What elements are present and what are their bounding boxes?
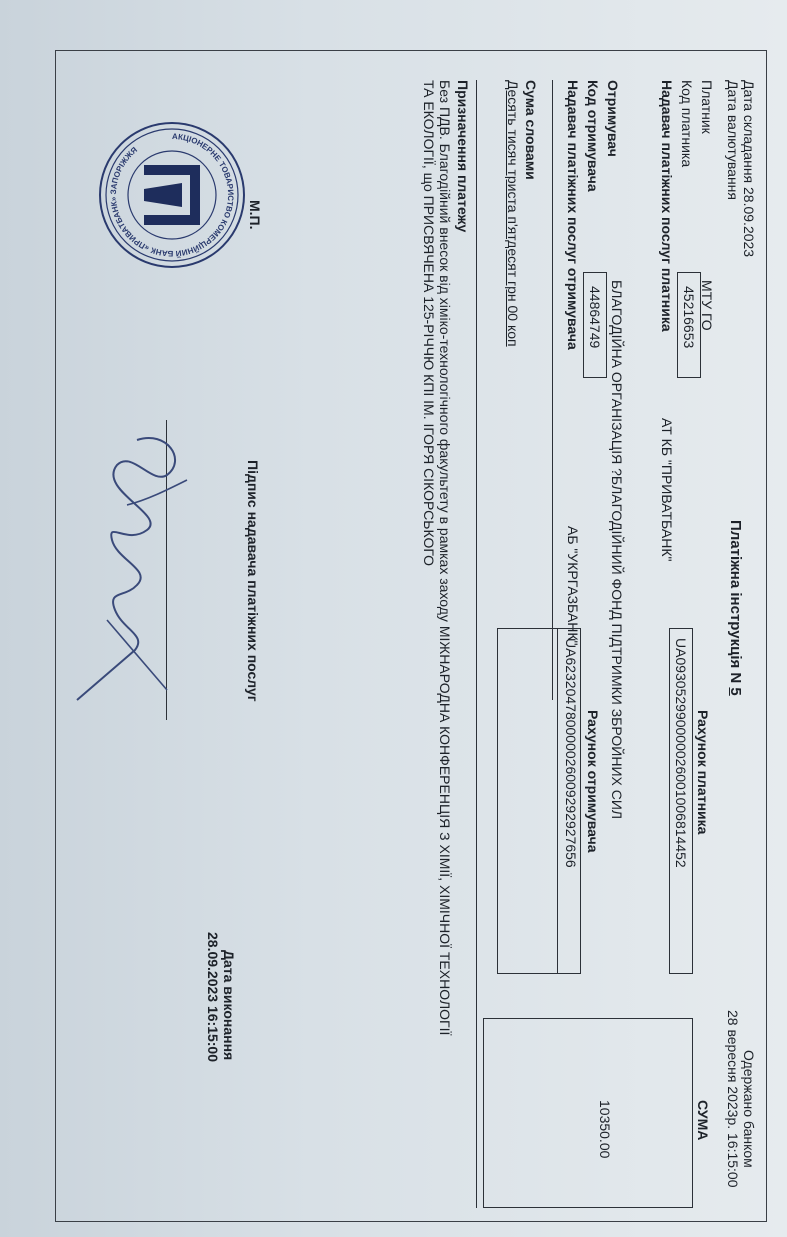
purpose-line1: Без ПДВ. Благодійний внесок від хіміко-технологічного факультету в рамках заходу МІЖНАРОДНА КОНФЕРЕНЦІЯ З ХІМІЇ, ХІМІЧНОЇ ТЕХНОЛОГІЇ [437, 80, 453, 1036]
page-title: Платіжна інструкція N 5 [727, 520, 744, 696]
recipient-extra-box [497, 628, 557, 974]
purpose-label: Призначення платежу [455, 80, 471, 233]
payment-instruction [55, 50, 767, 1222]
recipient-provider: АБ "УКРГАЗБАНК" [565, 526, 581, 646]
amount-value: 10350.00 [597, 1100, 613, 1159]
recipient-account: UA623204780000026009292927656 [563, 638, 579, 868]
payer-label: Платник [699, 80, 715, 134]
payer-provider-label: Надавач платіжних послуг платника [659, 80, 675, 332]
exec-date-label: Дата виконання [221, 950, 237, 1061]
received-date: 28 вересня 2023р. 16:15:00 [725, 1010, 741, 1188]
signature-label: Підпис надавача платіжних послуг [245, 460, 261, 702]
divider [552, 80, 553, 700]
payer-account: UA093052990000026001006814452 [673, 638, 689, 868]
recipient-code-label: Код отримувача [585, 80, 601, 192]
instruction-number: 5 [727, 687, 744, 696]
recipient-provider-label: Надавач платіжних послуг отримувача [565, 80, 581, 350]
svg-text:АКЦІОНЕРНЕ ТОВАРИСТВО КОМЕРЦІЙ: АКЦІОНЕРНЕ ТОВАРИСТВО КОМЕРЦІЙНИЙ БАНК «ПРИВАТБАНК» ЗАПОРІЖЖЯ [108, 131, 236, 259]
payer-account-label: Рахунок платника [695, 710, 711, 835]
purpose-line2: ТА ЕКОЛОГІЇ, що ПРИСВЯЧЕНА 125-РІЧЧЮ КПІ ІМ. ІГОРЯ СІКОРСЬКОГО [421, 80, 437, 567]
received-label: Одержано банком [741, 1050, 757, 1168]
date-created: Дата складання 28.09.2023 [741, 80, 757, 258]
handwritten-signature [67, 420, 207, 710]
amount-label: СУМА [695, 1100, 711, 1141]
words-label: Сума словами [523, 80, 539, 180]
divider [476, 80, 477, 1208]
payer-code: 45216653 [681, 286, 697, 349]
recipient-account-label: Рахунок отримувача [585, 710, 601, 853]
mp-label: М.П. [247, 200, 263, 230]
payer-name: МТУ ГО [699, 280, 715, 331]
value-date-label: Дата валютування [725, 80, 741, 200]
recipient-name: БЛАГОДІЙНА ОРГАНІЗАЦІЯ ?БЛАГОДІЙНИЙ ФОНД ПІДТРИМКИ ЗБРОЙНИХ СИЛ [609, 280, 625, 820]
amount-box [483, 1018, 693, 1208]
payer-code-label: Код платника [679, 80, 695, 168]
exec-date: 28.09.2023 16:15:00 [205, 932, 221, 1062]
recipient-code: 44864749 [587, 286, 603, 349]
bank-stamp [97, 120, 247, 270]
recipient-label: Отримувач [605, 80, 621, 157]
words-value: Десять тисяч триста п'ятдесят грн 00 коп [505, 80, 521, 347]
payer-provider: АТ КБ "ПРИВАТБАНК" [659, 418, 675, 562]
